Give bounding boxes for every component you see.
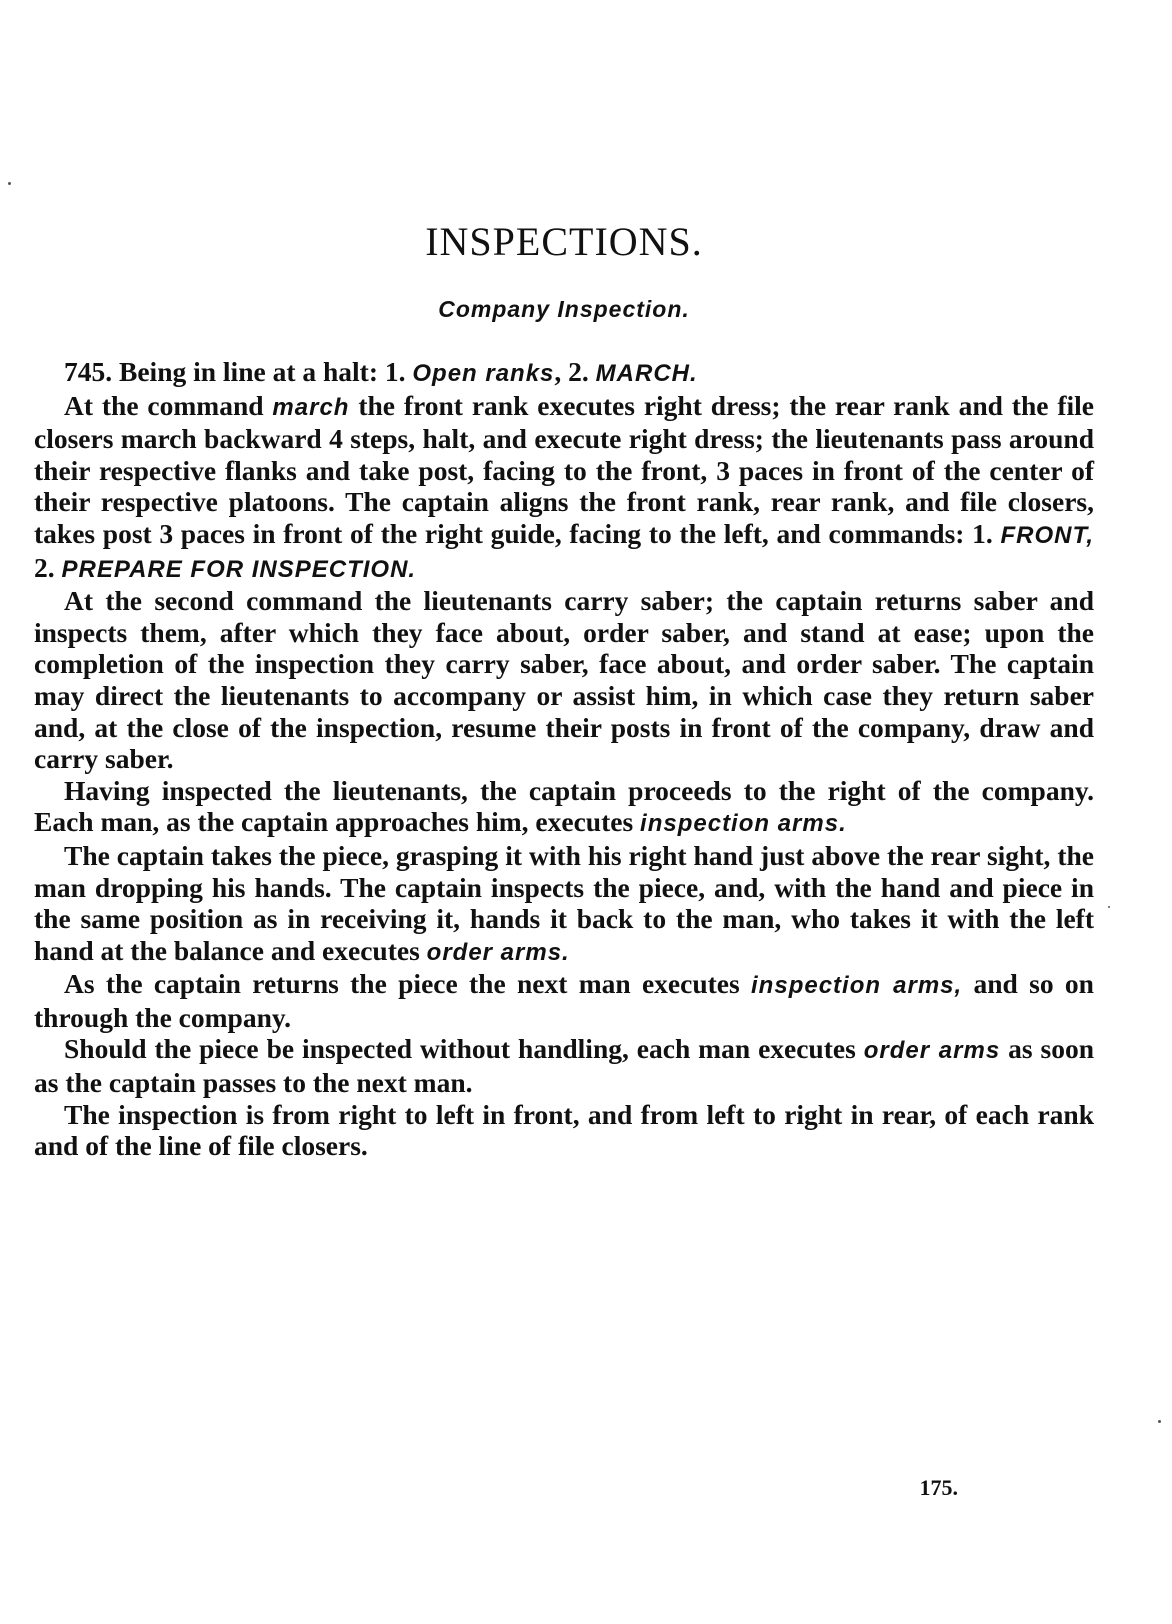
paragraph-text: as soon as the captain passes to the next man.	[34, 1033, 1095, 1099]
paragraph-inspect-lieutenants	[34, 775, 1094, 840]
paragraph-inspection-order: The inspection is from right to left in front, and from left to right in rear, of each rank and of the line of file closers.	[34, 1098, 1094, 1162]
paragraph-command-march	[34, 390, 1094, 586]
paragraph-text: Being in line at a halt: 1.	[112, 356, 413, 387]
paragraph-number: 745.	[64, 356, 113, 387]
paragraph-text: Should the piece be inspected without handling, each man executes	[64, 1033, 864, 1065]
paragraph-text: At the command	[64, 389, 273, 421]
paragraph-text: and so on through the company.	[34, 968, 1094, 1033]
paragraph-text: the front rank executes right dress; the rear rank and the file closers march backward 4 steps, halt, and execute right dress; the lieutenants pass around their respective flanks and take post, facing to the front, 3 paces in front of the center of their respective platoons. The captain aligns the front rank, rear rank, and file closers, takes post 3 paces in front of the right guide, facing to the left, and commands: 1.	[34, 389, 1094, 549]
command-text: inspection arms.	[640, 810, 847, 838]
paragraph-text: , 2.	[554, 356, 596, 387]
paragraph-745	[34, 356, 1094, 390]
page-body	[34, 356, 1094, 1162]
paragraph-text: The captain takes the piece, grasping it with his right hand just above the rear sight, the man dropping his hands. The captain inspects the piece, and, with the hand and piece in the same position as in receiving it, hands it back to the man, who takes it with the left hand at the balance and executes	[34, 839, 1094, 966]
command-text: order arms	[863, 1037, 1001, 1065]
paragraph-without-handling	[34, 1033, 1094, 1098]
command-text: Open ranks	[412, 360, 555, 387]
page-title: INSPECTIONS.	[425, 219, 703, 264]
book-page	[34, 0, 1094, 1624]
page-number: 175.	[919, 1475, 958, 1500]
command-text: PREPARE FOR INSPECTION.	[61, 555, 417, 583]
command-text: MARCH.	[595, 360, 698, 387]
command-text: order arms.	[426, 938, 570, 966]
scan-speck	[8, 182, 11, 185]
scan-speck	[1158, 1420, 1161, 1423]
paragraph-next-man	[34, 968, 1094, 1033]
section-subtitle: Company Inspection.	[438, 296, 690, 322]
paragraph-second-command: At the second command the lieutenants carry saber; the captain returns saber and inspects them, after which they face about, order saber, and stand at ease; upon the completion of the inspection they carry saber, face about, and order saber. The captain may direct the lieutenants to accompany or assist him, in which case they return saber and, at the close of the inspection, resume their posts in front of the company, draw and carry saber.	[34, 585, 1094, 775]
scan-speck	[1108, 906, 1110, 908]
paragraph-text: 2.	[34, 551, 62, 583]
paragraph-text: Having inspected the lieutenants, the captain proceeds to the right of the company. Each man, as the captain approaches him, executes	[34, 774, 1094, 838]
paragraph-text: As the captain returns the piece the next man executes	[64, 968, 752, 1000]
command-text: FRONT,	[1000, 521, 1094, 549]
paragraph-piece-inspection	[34, 840, 1094, 968]
command-text: inspection arms,	[751, 972, 963, 1000]
command-text: march	[272, 393, 350, 421]
